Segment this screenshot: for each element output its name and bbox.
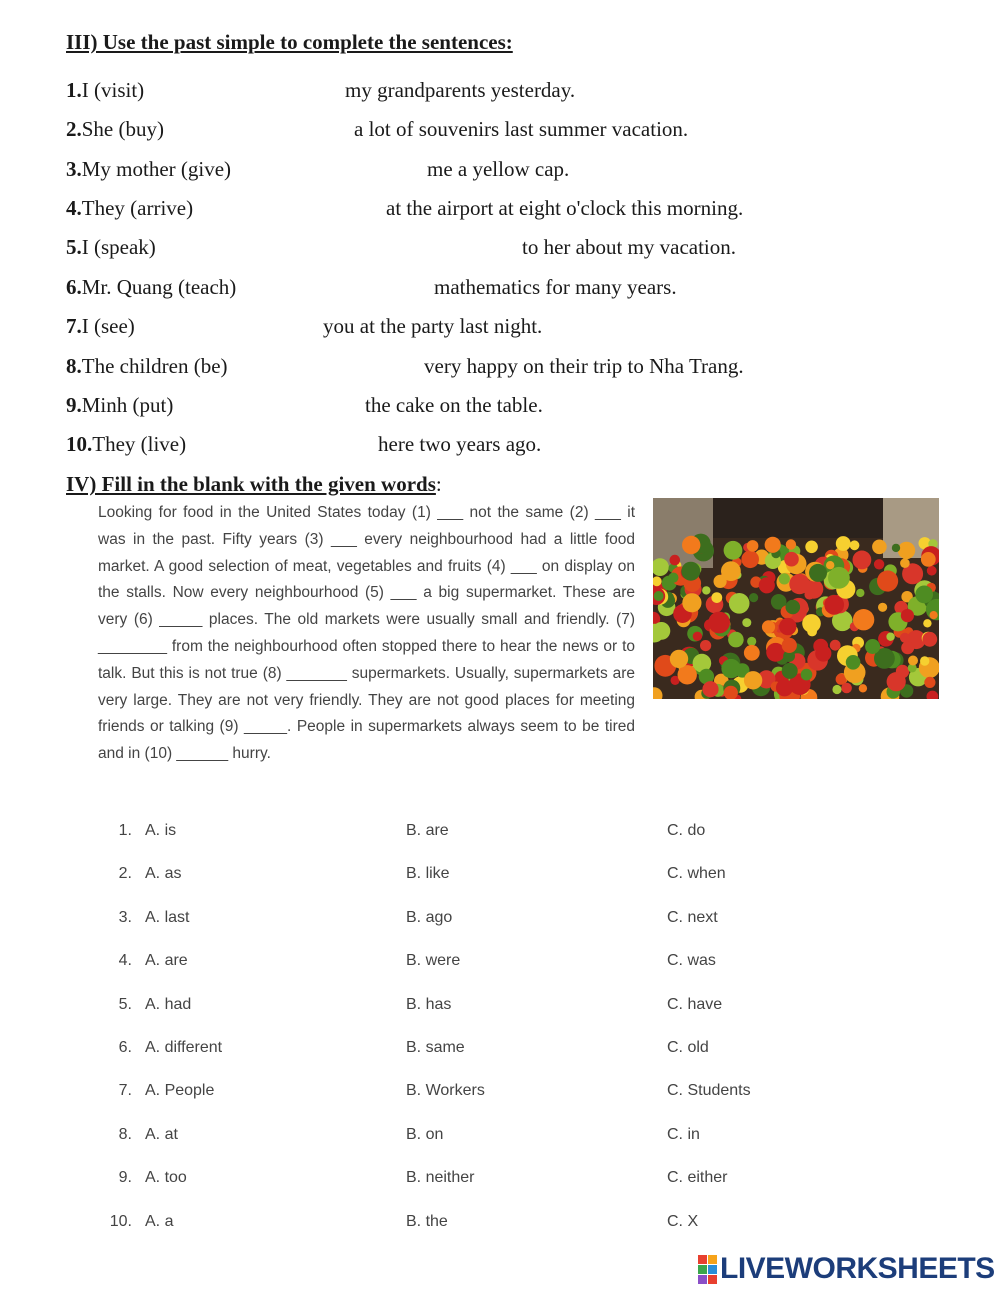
sentence-prompt — [66, 432, 186, 457]
section-4-title-text: IV) Fill in the blank with the given words — [66, 472, 436, 496]
question-number: 2. — [118, 865, 132, 883]
option-c[interactable]: C. next — [667, 908, 718, 926]
sentence-prompt — [66, 117, 164, 142]
option-b[interactable]: B. same — [406, 1039, 465, 1056]
sentence-number: 7. — [66, 314, 82, 338]
option-c[interactable]: C. when — [667, 865, 726, 883]
sentence-prompt — [66, 157, 231, 182]
question-row-10 — [0, 1213, 1000, 1243]
option-c[interactable]: C. X — [667, 1212, 699, 1230]
sentence-prompt — [66, 235, 156, 260]
logo-text: LIVEWORKSHEETS — [720, 1252, 995, 1285]
sentence-number: 2. — [66, 117, 82, 141]
option-a[interactable]: A. too — [145, 1169, 187, 1187]
option-b[interactable]: B. neither — [406, 1169, 475, 1187]
sentence-verb-prompt: Minh (put) — [81, 393, 174, 417]
sentence-ending: the cake on the table. — [365, 393, 543, 417]
sentence-ending: very happy on their trip to Nha Trang. — [424, 354, 744, 378]
question-row-1 — [0, 822, 1000, 852]
option-b[interactable]: B. are — [406, 822, 449, 839]
question-number: 7. — [118, 1082, 132, 1100]
question-number: 3. — [118, 908, 132, 926]
sentence-ending: a lot of souvenirs last summer vacation. — [354, 117, 689, 141]
question-number: 8. — [118, 1125, 132, 1143]
question-number: 6. — [118, 1039, 132, 1056]
sentence-verb-prompt: My mother (give) — [81, 157, 232, 181]
sentence-ending: here two years ago. — [378, 432, 542, 456]
option-c[interactable]: C. was — [667, 952, 716, 970]
sentence-ending: you at the party last night. — [323, 314, 543, 338]
sentence-ending: me a yellow cap. — [427, 157, 570, 181]
question-row-3 — [0, 909, 1000, 939]
sentence-number: 3. — [66, 157, 82, 181]
option-a[interactable]: A. People — [145, 1082, 215, 1100]
question-row-8 — [0, 1126, 1000, 1156]
sentence-number: 10. — [66, 432, 93, 456]
sentence-number: 5. — [66, 235, 82, 259]
option-c[interactable]: C. Students — [667, 1082, 751, 1100]
question-number: 4. — [118, 952, 132, 970]
option-a[interactable]: A. a — [145, 1212, 174, 1230]
sentence-ending: mathematics for many years. — [434, 275, 677, 299]
option-a[interactable]: A. at — [145, 1125, 178, 1143]
sentence-prompt — [66, 314, 135, 339]
question-number: 9. — [118, 1169, 132, 1187]
section-4-title — [66, 472, 442, 497]
option-c[interactable]: C. have — [667, 995, 723, 1013]
reading-passage: Looking for food in the United States today (1) ___ not the same (2) ___ it was in the past. Fifty years (3) ___ every neighbourhood had a little food market. A good selection of meat, vegetables and fruits (4) ___ on display on the stalls. Now every neighbourhood (5) ___ a big supermarket. These are very (6) _____ places. The old markets were usually small and friendly. (7) ________ from the neighbourhood often stopped there to hear the news or to talk. But this is not true (8) _______ supermarkets. Usually, supermarkets are very large. They are not very friendly. They are not good places for meeting friends or talking (9) _____. People in supermarkets always seem to be tired and in (10) ______ hurry. — [98, 504, 635, 763]
option-a[interactable]: A. different — [145, 1039, 223, 1056]
question-row-9 — [0, 1169, 1000, 1199]
question-row-6 — [0, 1039, 1000, 1069]
sentence-number: 4. — [66, 196, 82, 220]
option-c[interactable]: C. in — [667, 1125, 700, 1143]
option-b[interactable]: B. has — [406, 995, 452, 1013]
question-row-5 — [0, 996, 1000, 1026]
sentence-verb-prompt: They (live) — [92, 432, 187, 456]
sentence-verb-prompt: I (see) — [81, 314, 135, 338]
option-a[interactable]: A. are — [145, 952, 188, 970]
sentence-verb-prompt: They (arrive) — [81, 196, 194, 220]
option-b[interactable]: B. were — [406, 952, 461, 970]
sentence-number: 9. — [66, 393, 82, 417]
option-c[interactable]: C. do — [667, 822, 706, 839]
question-row-7 — [0, 1082, 1000, 1112]
question-row-2 — [0, 865, 1000, 895]
sentence-verb-prompt: I (visit) — [81, 78, 145, 102]
liveworksheets-logo — [698, 1252, 995, 1286]
sentence-prompt — [66, 393, 173, 418]
sentence-verb-prompt: Mr. Quang (teach) — [81, 275, 237, 299]
sentence-ending: my grandparents yesterday. — [345, 78, 576, 102]
sentence-verb-prompt: I (speak) — [81, 235, 156, 259]
sentence-number: 6. — [66, 275, 82, 299]
option-b[interactable]: B. ago — [406, 908, 453, 926]
sentence-number: 8. — [66, 354, 82, 378]
sentence-ending: at the airport at eight o'clock this morning. — [386, 196, 744, 220]
option-b[interactable]: B. Workers — [406, 1082, 485, 1100]
sentence-ending: to her about my vacation. — [522, 235, 737, 259]
option-a[interactable]: A. last — [145, 908, 190, 926]
option-a[interactable]: A. had — [145, 995, 192, 1013]
sentence-prompt — [66, 196, 193, 221]
option-a[interactable]: A. is — [145, 822, 177, 839]
sentence-number: 1. — [66, 78, 82, 102]
question-number: 1. — [118, 822, 132, 839]
option-c[interactable]: C. either — [667, 1169, 728, 1187]
option-a[interactable]: A. as — [145, 865, 182, 883]
question-number: 5. — [118, 995, 132, 1013]
option-b[interactable]: B. like — [406, 865, 450, 883]
question-number: 10. — [109, 1212, 132, 1230]
section-4-title-colon: : — [435, 472, 442, 496]
sentence-prompt — [66, 78, 144, 103]
question-row-4 — [0, 952, 1000, 982]
sentence-prompt — [66, 354, 228, 379]
fruit-market-photo — [653, 498, 939, 699]
sentence-verb-prompt: She (buy) — [81, 117, 164, 141]
option-b[interactable]: B. on — [406, 1125, 444, 1143]
section-3-title: III) Use the past simple to complete the sentences: — [66, 30, 513, 54]
logo-blocks-icon — [698, 1255, 717, 1284]
sentence-prompt — [66, 275, 236, 300]
option-b[interactable]: B. the — [406, 1212, 448, 1230]
option-c[interactable]: C. old — [667, 1039, 709, 1056]
sentence-verb-prompt: The children (be) — [81, 354, 228, 378]
